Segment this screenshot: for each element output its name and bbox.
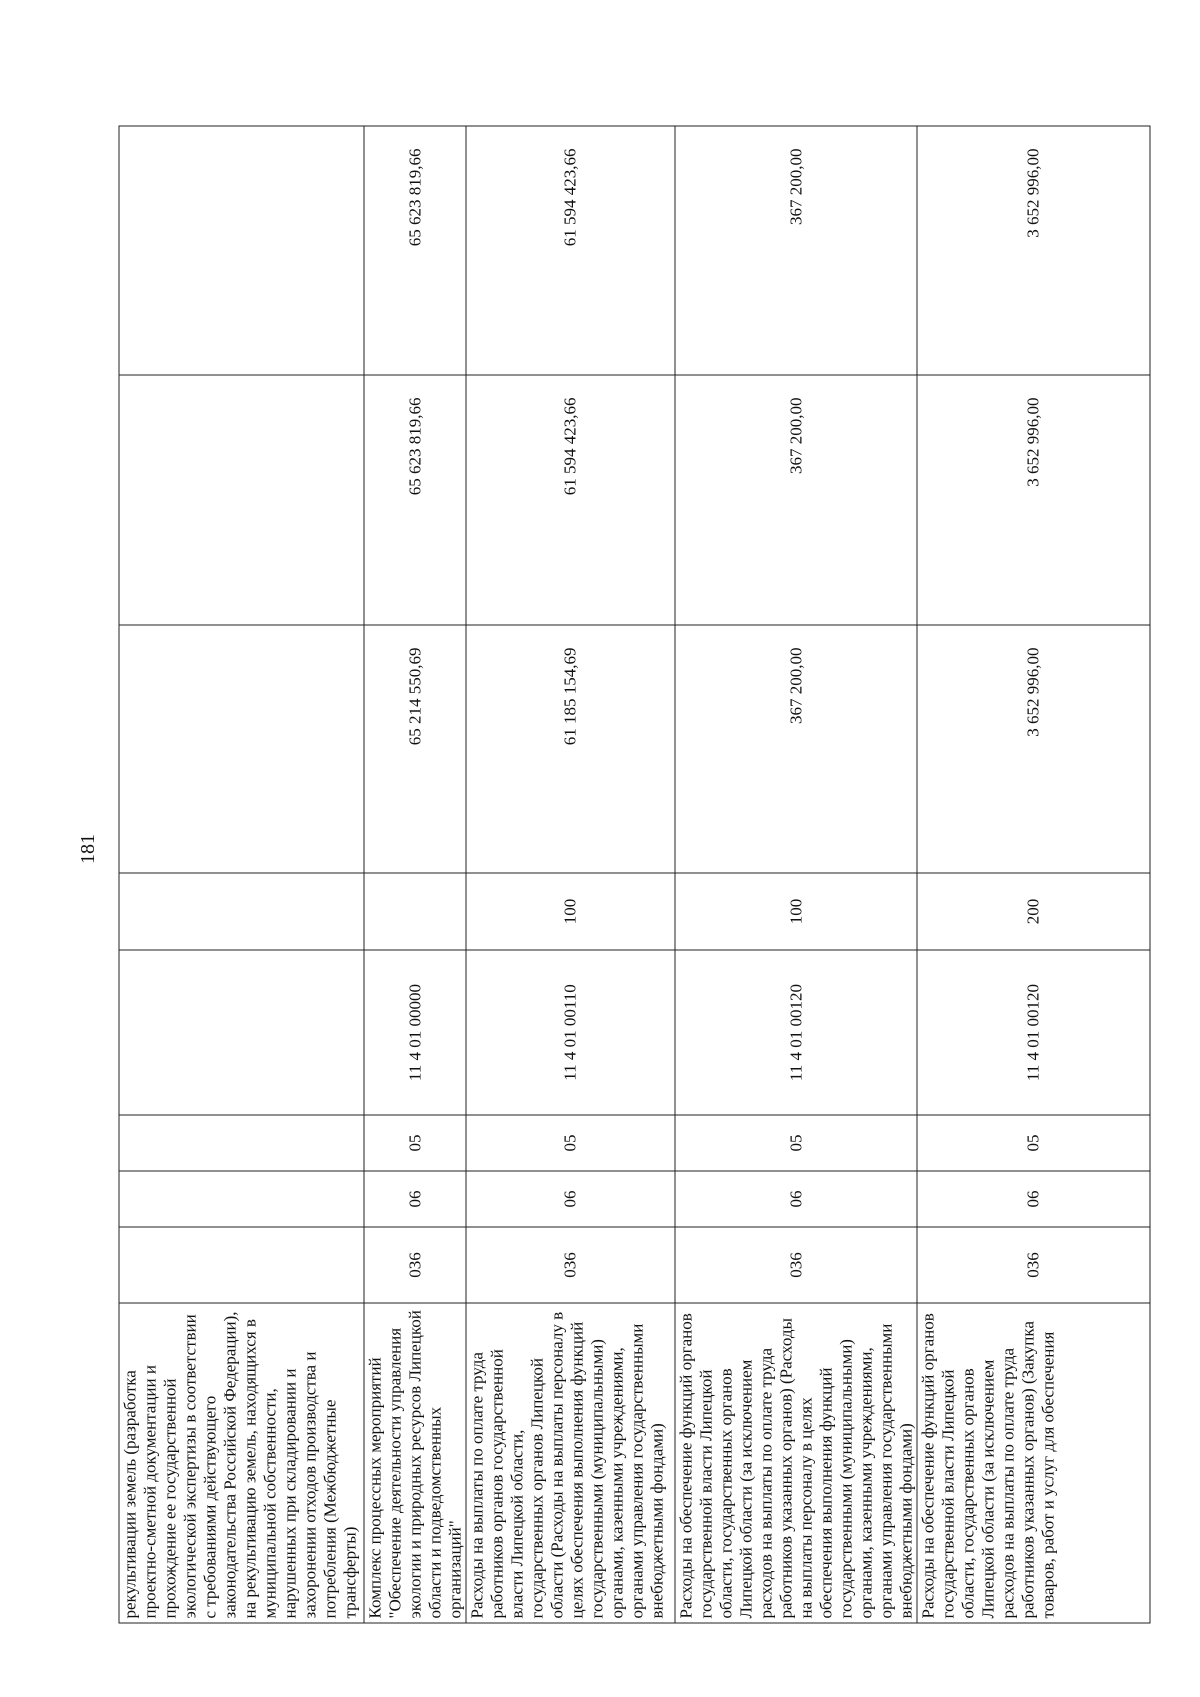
amount-year-1 xyxy=(119,625,364,873)
subsection-code: 05 xyxy=(364,1115,466,1171)
amount-year-1: 3 652 996,00 xyxy=(917,625,1150,873)
expense-type-code: 100 xyxy=(466,873,675,950)
ministry-code xyxy=(119,1227,364,1303)
amount-year-2: 3 652 996,00 xyxy=(917,375,1150,625)
table-row xyxy=(364,126,466,1623)
row-description: Расходы на выплаты по оплате труда работников органов государственной власти Липецкой области, государственных органов Липецкой области (Расходы на выплаты персоналу в целях обеспечения выполнения функций государственными (муниципальными) органами, казенными учреждениями, органами управления государственными внебюджетными фондами) xyxy=(466,1303,675,1623)
ministry-code: 036 xyxy=(364,1227,466,1303)
target-article-code xyxy=(119,950,364,1115)
section-code xyxy=(119,1171,364,1227)
amount-year-2: 65 623 819,66 xyxy=(364,375,466,625)
amount-year-1: 367 200,00 xyxy=(675,625,917,873)
amount-year-2 xyxy=(119,375,364,625)
expense-type-code xyxy=(364,873,466,950)
subsection-code: 05 xyxy=(466,1115,675,1171)
row-description: Комплекс процессных мероприятий "Обеспечение деятельности управления экологии и природных ресурсов Липецкой области и подведомственных организаций" xyxy=(364,1303,466,1623)
amount-year-3 xyxy=(119,126,364,375)
row-description: Расходы на обеспечение функций органов государственной власти Липецкой области, государственных органов Липецкой области (за исключением расходов на выплаты по оплате труда работников указанных органов) (Расходы на выплаты персоналу в целях обеспечения выполнения функций государственными (муниципальными) органами, казенными учреждениями, органами управления государственными внебюджетными фондами) xyxy=(675,1303,917,1623)
ministry-code: 036 xyxy=(466,1227,675,1303)
amount-year-3: 61 594 423,66 xyxy=(466,126,675,375)
page-number: 181 xyxy=(77,834,99,864)
section-code: 06 xyxy=(917,1171,1150,1227)
amount-year-2: 61 594 423,66 xyxy=(466,375,675,625)
amount-year-3: 3 652 996,00 xyxy=(917,126,1150,375)
row-description: Расходы на обеспечение функций органов государственной власти Липецкой области, государственных органов Липецкой области (за исключением расходов на выплаты по оплате труда работников указанных органов) (Закупка товаров, работ и услуг для обеспечения xyxy=(917,1303,1150,1623)
subsection-code xyxy=(119,1115,364,1171)
amount-year-1: 65 214 550,69 xyxy=(364,625,466,873)
section-code: 06 xyxy=(364,1171,466,1227)
ministry-code: 036 xyxy=(917,1227,1150,1303)
expense-type-code: 100 xyxy=(675,873,917,950)
table-row xyxy=(119,126,364,1623)
subsection-code: 05 xyxy=(917,1115,1150,1171)
table-row xyxy=(917,126,1150,1623)
section-code: 06 xyxy=(675,1171,917,1227)
expense-type-code xyxy=(119,873,364,950)
target-article-code: 11 4 01 00120 xyxy=(917,950,1150,1115)
section-code: 06 xyxy=(466,1171,675,1227)
amount-year-3: 367 200,00 xyxy=(675,126,917,375)
subsection-code: 05 xyxy=(675,1115,917,1171)
table-row xyxy=(466,126,675,1623)
target-article-code: 11 4 01 00000 xyxy=(364,950,466,1115)
amount-year-2: 367 200,00 xyxy=(675,375,917,625)
amount-year-3: 65 623 819,66 xyxy=(364,126,466,375)
amount-year-1: 61 185 154,69 xyxy=(466,625,675,873)
expense-type-code: 200 xyxy=(917,873,1150,950)
budget-table-rotated xyxy=(118,126,1130,1623)
target-article-code: 11 4 01 00110 xyxy=(466,950,675,1115)
target-article-code: 11 4 01 00120 xyxy=(675,950,917,1115)
row-description: рекультивации земель (разработка проектно-сметной документации и прохождение ее государственной экологической экспертизы в соответствии с требованиями действующего законодательства Российской Федерации), на рекультивацию земель, находящихся в муниципальной собственности, нарушенных при складировании и захоронении отходов производства и потребления (Межбюджетные трансферты) xyxy=(119,1303,364,1623)
ministry-code: 036 xyxy=(675,1227,917,1303)
table-row xyxy=(675,126,917,1623)
budget-table xyxy=(118,125,1150,1623)
